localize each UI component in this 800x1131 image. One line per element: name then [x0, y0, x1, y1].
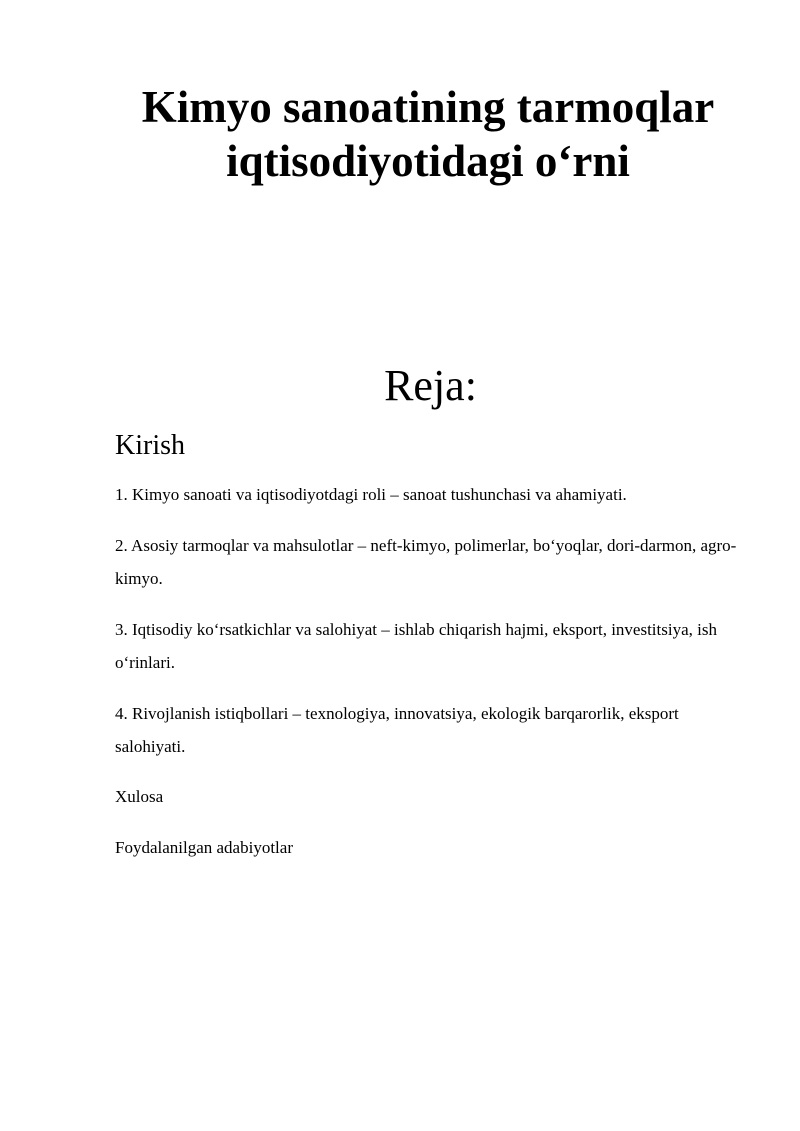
plan-item-4: 4. Rivojlanish istiqbollari – texnologiya, innovatsiya, ekologik barqarorlik, eksport salohiyati.: [115, 704, 679, 756]
plan-list: [115, 478, 746, 781]
plan-item-3: 3. Iqtisodiy ko‘rsatkichlar va salohiyat – ishlab chiqarish hajmi, eksport, investitsiya, ish o‘rinlari.: [115, 620, 717, 672]
conclusion-heading: Xulosa: [115, 787, 164, 806]
plan-heading: Reja:: [384, 361, 477, 410]
references-heading: Foydalanilgan adabiyotlar: [115, 838, 293, 857]
document-title: Kimyo sanoatining tarmoqlar iqtisodiyotidagi o‘rni: [141, 82, 715, 186]
plan-item-2: 2. Asosiy tarmoqlar va mahsulotlar – neft-kimyo, polimerlar, bo‘yoqlar, dori-darmon, agro-kimyo.: [115, 536, 737, 588]
plan-item-1: 1. Kimyo sanoati va iqtisodiyotdagi roli – sanoat tushunchasi va ahamiyati.: [115, 485, 627, 504]
intro-heading: Kirish: [115, 430, 185, 461]
